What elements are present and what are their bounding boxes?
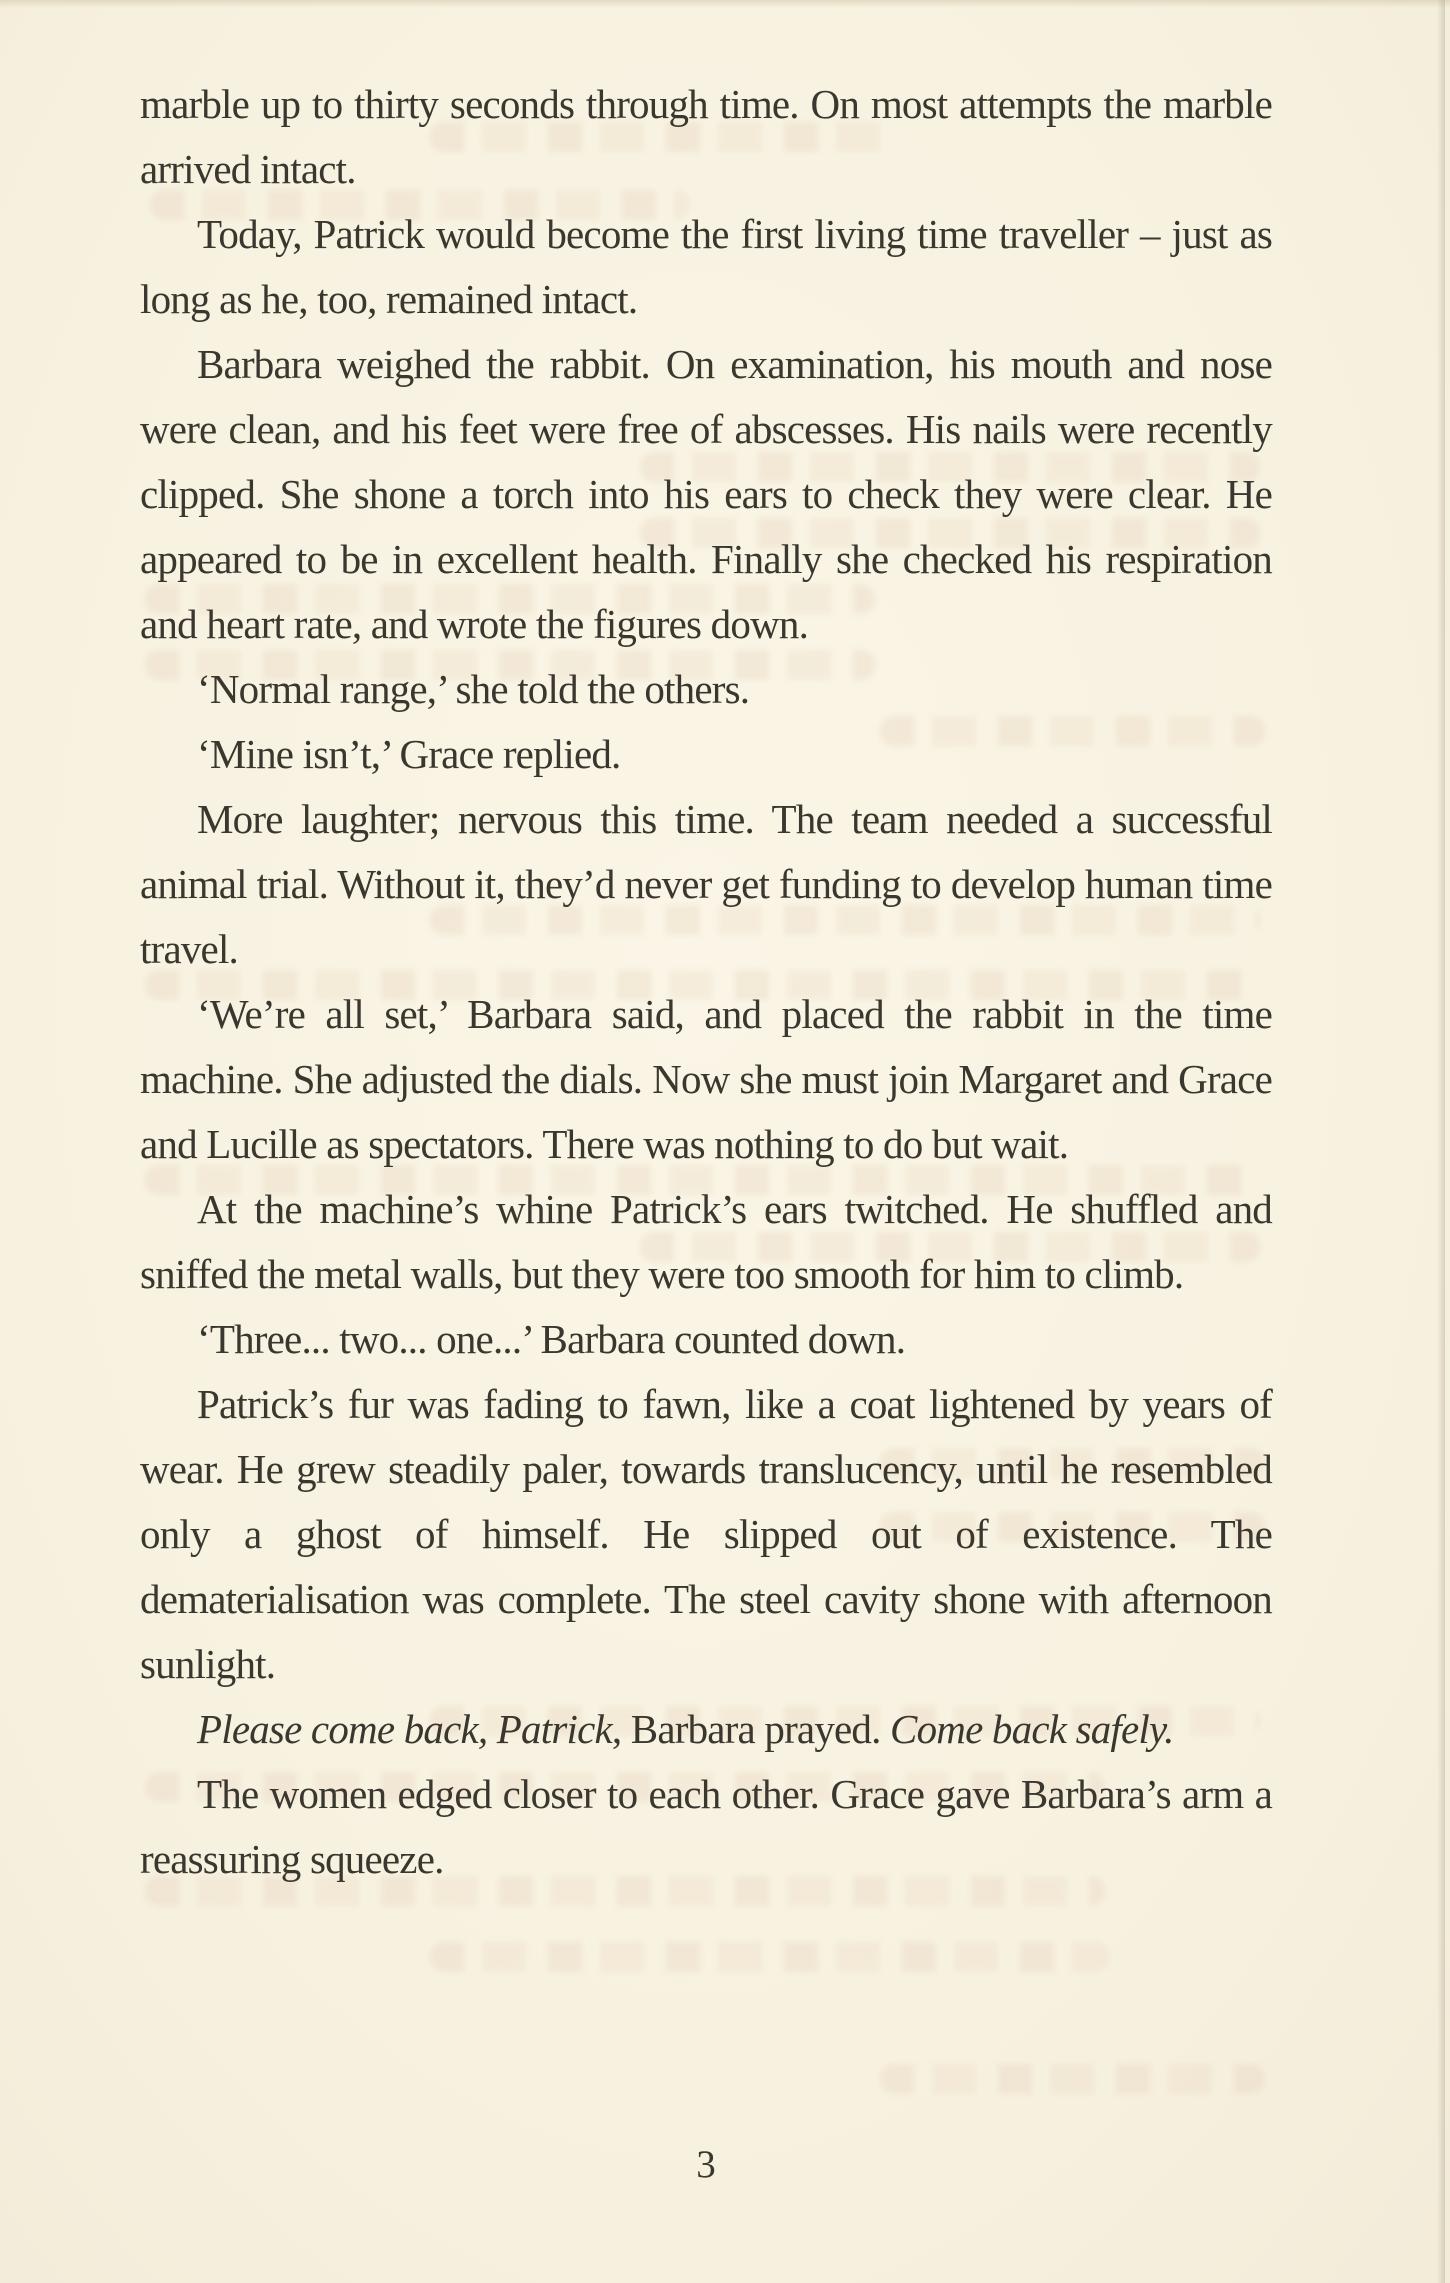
text-segment: ‘Normal range,’ she told the others. <box>197 666 750 712</box>
paragraph <box>140 787 1272 982</box>
text-segment: At the machine’s whine Patrick’s ears twitched. He shuffled and sniffed the metal walls, but they were too smooth for him to climb. <box>140 1186 1272 1297</box>
text-segment: , Barbara prayed. <box>611 1706 891 1752</box>
text-segment: Come back safely. <box>890 1706 1174 1752</box>
text-segment: Barbara weighed the rabbit. On examination, his mouth and nose were clean, and his feet were free of abscesses. His nails were recently clipped. She shone a torch into his ears to check they were clear. He appeared to be in excellent health. Finally she checked his respiration and heart rate, and wrote the figures down. <box>140 341 1272 647</box>
scan-edge-shadow <box>1437 0 1445 2283</box>
text-segment: More laughter; nervous this time. The team needed a successful animal trial. Without it, they’d never get funding to develop human time travel. <box>140 796 1272 972</box>
text-segment: Today, Patrick would become the first living time traveller – just as long as he, too, remained intact. <box>140 211 1272 322</box>
scan-edge-line <box>1445 0 1449 2283</box>
paragraph <box>140 657 1272 722</box>
page-number: 3 <box>696 2143 716 2186</box>
text-segment: ‘Three... two... one...’ Barbara counted down. <box>197 1316 906 1362</box>
paragraph <box>140 1307 1272 1372</box>
paragraph <box>140 1697 1272 1762</box>
paragraph <box>140 1372 1272 1697</box>
paragraph <box>140 332 1272 657</box>
text-segment: ‘Mine isn’t,’ Grace replied. <box>197 731 621 777</box>
paragraph <box>140 982 1272 1177</box>
paragraph <box>140 722 1272 787</box>
text-segment: Patrick’s fur was fading to fawn, like a coat lightened by years of wear. He grew steadily paler, towards translucency, until he resembled only a ghost of himself. He slipped out of existence. The dematerialisation was complete. The steel cavity shone with afternoon sunlight. <box>140 1381 1272 1687</box>
paragraph <box>140 1762 1272 1892</box>
text-segment: Please come back, Patrick <box>197 1706 612 1752</box>
paragraph <box>140 1177 1272 1307</box>
page-text <box>140 72 1272 1892</box>
scan-top-edge <box>0 0 1450 8</box>
text-segment: The women edged closer to each other. Grace gave Barbara’s arm a reassuring squeeze. <box>140 1771 1272 1882</box>
bleed-through-artifact <box>430 1942 1110 1972</box>
paragraph <box>140 72 1272 202</box>
text-segment: marble up to thirty seconds through time. On most attempts the marble arrived intact. <box>140 81 1272 192</box>
text-segment: ‘We’re all set,’ Barbara said, and placed the rabbit in the time machine. She adjusted the dials. Now she must join Margaret and Grace and Lucille as spectators. There was nothing to do but wait. <box>140 991 1272 1167</box>
bleed-through-artifact <box>880 2064 1265 2094</box>
paragraph <box>140 202 1272 332</box>
